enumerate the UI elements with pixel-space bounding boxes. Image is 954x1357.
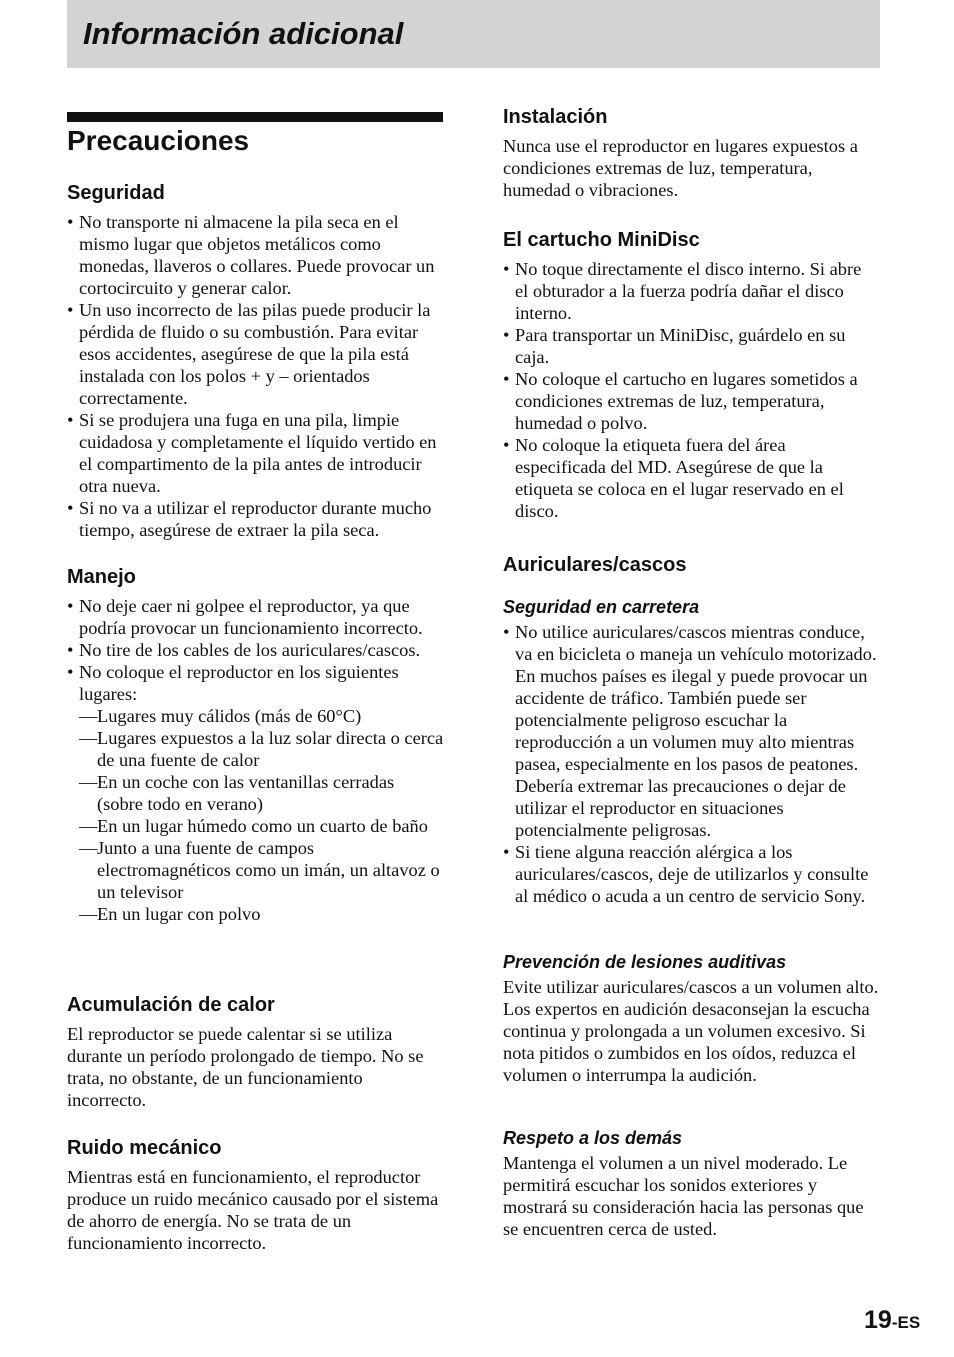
lesiones-text: Evite utilizar auriculares/cascos a un volumen alto. Los expertos en audición desaconsejan la escucha continua y prolongada a un volumen excesivo. Si nota pitidos o zumbidos en los oídos, reduzca el volumen o interrumpa la audición. — [503, 977, 879, 1085]
lesiones-subsection — [503, 951, 879, 1086]
seguridad-heading: Seguridad — [67, 182, 165, 204]
list-item: — Junto a una fuente de campos electromagnéticos como un imán, un altavoz o un televisor — [79, 838, 440, 902]
respeto-subsection — [503, 1127, 879, 1240]
list-item: • Un uso incorrecto de las pilas puede producir la pérdida de fluido o su combustión. Para evitar esos accidentes, asegúrese de que la pila está instalada con los polos + y – orientados correctamente. — [67, 299, 444, 409]
list-item: • No deje caer ni golpee el reproductor, ya que podría provocar un funcionamiento incorrecto. — [67, 595, 444, 639]
calor-heading: Acumulación de calor — [67, 994, 275, 1016]
auriculares-heading: Auriculares/cascos — [503, 554, 687, 576]
list-item: • No transporte ni almacene la pila seca en el mismo lugar que objetos metálicos como monedas, llaveros o collares. Puede provocar un cortocircuito y generar calor. — [67, 211, 444, 299]
lesiones-heading: Prevención de lesiones auditivas — [503, 952, 787, 972]
list-item: • No utilice auriculares/cascos mientras conduce, va en bicicleta o maneja un vehículo motorizado. En muchos países es ilegal y puede provocar un accidente de tráfico. También puede ser potencialmente peligroso escuchar la reproducción a un volumen muy alto mientras pasea, especialmente en los pasos de peatones. Debería extremar las precauciones o dejar de utilizar el reproductor en situaciones potencialmente peligrosas. — [503, 621, 879, 841]
list-item: • No coloque el cartucho en lugares sometidos a condiciones extremas de luz, temperatura, humedad o polvo. — [503, 368, 879, 434]
list-item: — En un lugar húmedo como un cuarto de baño — [79, 816, 428, 836]
manejo-places-list — [79, 705, 444, 925]
carretera-heading: Seguridad en carretera — [503, 597, 700, 617]
carretera-subsection — [503, 596, 879, 907]
carretera-list — [503, 621, 879, 907]
ruido-section — [67, 1136, 444, 1254]
calor-text: El reproductor se puede calentar si se utiliza durante un período prolongado de tiempo. No se trata, no obstante, de un funcionamiento incorrecto. — [67, 1024, 424, 1110]
page-number: 19-ES — [864, 1306, 921, 1334]
calor-section — [67, 993, 444, 1111]
auriculares-section — [503, 553, 879, 583]
minidisc-heading: El cartucho MiniDisc — [503, 229, 700, 251]
manejo-heading: Manejo — [67, 566, 136, 588]
manejo-section — [67, 565, 444, 925]
ruido-text: Mientras está en funcionamiento, el reproductor produce un ruido mecánico causado por el sistema de ahorro de energía. No se trata de un funcionamiento incorrecto. — [67, 1167, 439, 1253]
seguridad-list — [67, 211, 444, 541]
instalacion-text: Nunca use el reproductor en lugares expuestos a condiciones extremas de luz, temperatura, humedad o vibraciones. — [503, 136, 858, 200]
chapter-banner — [67, 0, 880, 68]
manejo-list — [67, 595, 444, 705]
list-item: • Si no va a utilizar el reproductor durante mucho tiempo, asegúrese de extraer la pila seca. — [67, 497, 444, 541]
list-item: • Para transportar un MiniDisc, guárdelo en su caja. — [503, 324, 879, 368]
minidisc-list — [503, 258, 879, 522]
minidisc-section — [503, 228, 879, 522]
section-title: Precauciones — [67, 125, 250, 156]
ruido-heading: Ruido mecánico — [67, 1137, 222, 1159]
list-item: • No coloque el reproductor en los siguientes lugares: — [67, 661, 444, 705]
list-item: — Lugares muy cálidos (más de 60°C) — [79, 706, 362, 726]
list-item: — Lugares expuestos a la luz solar directa o cerca de una fuente de calor — [79, 728, 444, 770]
list-item: • No tire de los cables de los auriculares/cascos. — [67, 639, 444, 661]
list-item: • Si se produjera una fuga en una pila, limpie cuidadosa y completamente el líquido vertido en el compartimento de la pila antes de introducir otra nueva. — [67, 409, 444, 497]
list-item: • Si tiene alguna reacción alérgica a los auriculares/cascos, deje de utilizarlos y consulte al médico o acuda a un centro de servicio Sony. — [503, 841, 879, 907]
instalacion-heading: Instalación — [503, 106, 608, 128]
list-item: • No toque directamente el disco interno. Si abre el obturador a la fuerza podría dañar el disco interno. — [503, 258, 879, 324]
section-rule — [67, 112, 443, 122]
respeto-heading: Respeto a los demás — [503, 1128, 683, 1148]
seguridad-section — [67, 181, 444, 541]
chapter-title: Información adicional — [83, 16, 404, 51]
list-item: — En un coche con las ventanillas cerradas (sobre todo en verano) — [79, 772, 395, 814]
list-item: — En un lugar con polvo — [79, 904, 261, 924]
list-item: • No coloque la etiqueta fuera del área especificada del MD. Asegúrese de que la etiqueta se coloca en el lugar reservado en el disco. — [503, 434, 879, 522]
instalacion-section — [503, 105, 879, 201]
respeto-text: Mantenga el volumen a un nivel moderado. Le permitirá escuchar los sonidos exteriores y mostrará su consideración hacia las personas que se encuentren cerca de usted. — [503, 1153, 864, 1239]
